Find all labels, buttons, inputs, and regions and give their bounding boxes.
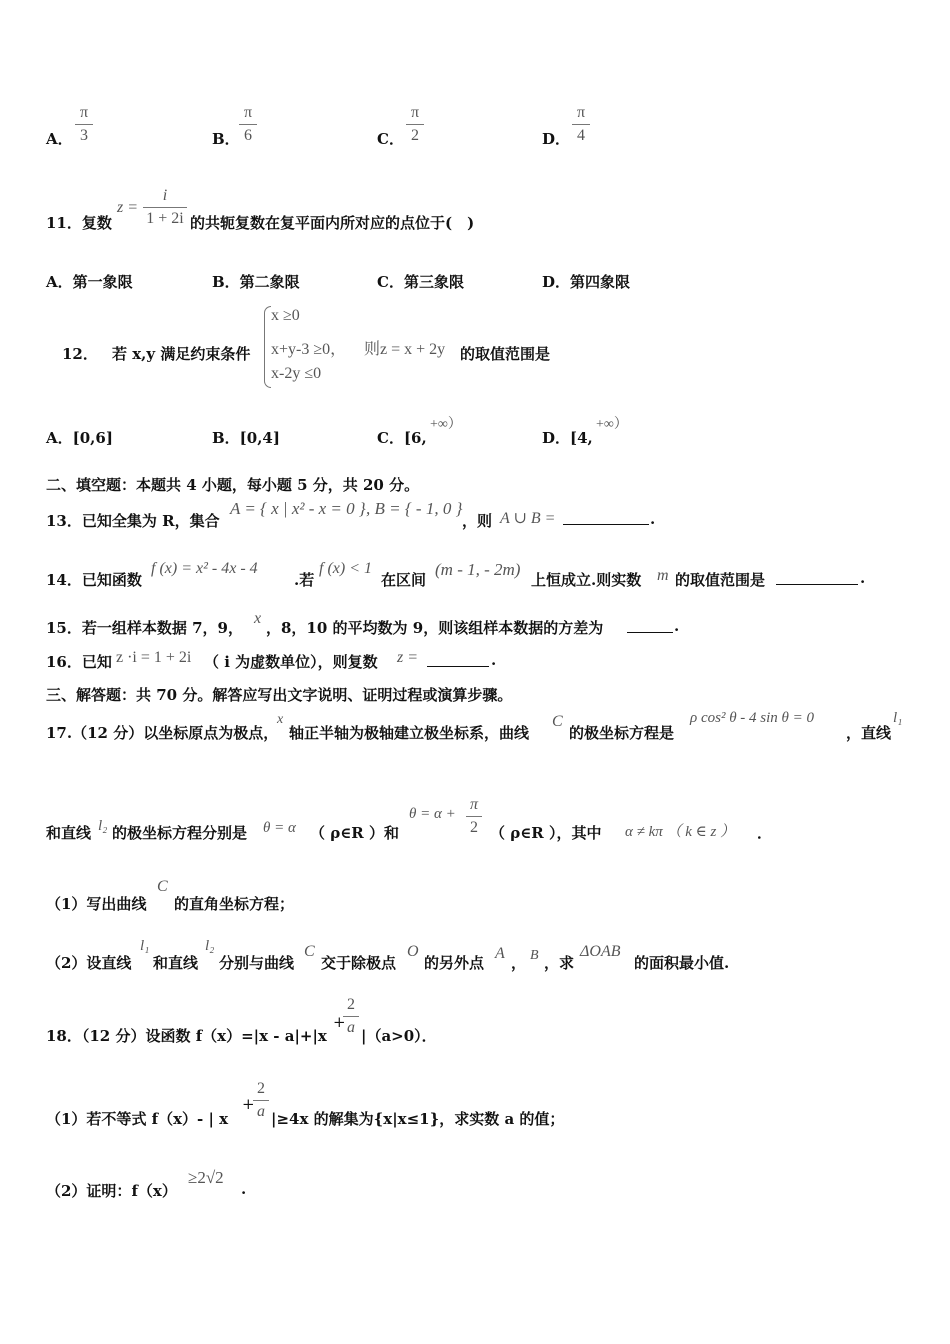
q14-text-b: .若 — [294, 571, 315, 589]
q12-objective: 则z = x + 2y — [364, 341, 446, 358]
q18-part2-end: . — [241, 1180, 247, 1198]
q11-text: 的共轭复数在复平面内所对应的点位于( ) — [190, 214, 475, 232]
q11-option-c: C．第三象限 — [377, 273, 464, 291]
q18-part1-2-over-a — [253, 1080, 269, 1121]
q17-part2-b: 和直线 — [153, 954, 199, 972]
q17-text-b: 轴正半轴为极轴建立极坐标系，曲线 — [289, 724, 530, 742]
q14-answer-blank[interactable] — [776, 568, 858, 585]
q16-text-a: 16．已知 — [46, 653, 112, 671]
q13-end: . — [650, 510, 656, 528]
q18-part1-a: （1）若不等式 f（x）- | x — [46, 1110, 229, 1128]
fraction-numerator: π — [469, 796, 478, 813]
q11-number: 11．复数 — [46, 214, 112, 232]
q10-option-c-fraction — [406, 104, 424, 145]
q17-part2-f: ，求 — [544, 954, 575, 972]
q15-x: x — [254, 610, 262, 627]
fraction-numerator: i — [162, 187, 168, 204]
fraction-denominator: 3 — [80, 127, 88, 144]
q10-option-a-fraction — [75, 104, 93, 145]
q17-part1-b: 的直角坐标方程； — [174, 895, 295, 913]
q14-text-a: 14．已知函数 — [46, 571, 142, 589]
q14-inequality: f (x) < 1 — [319, 560, 372, 577]
q17-part2-a: （2）设直线 — [46, 954, 132, 972]
q15-text-b: ，8，10 的平均数为 9，则该组样本数据的方差为 — [266, 619, 604, 637]
q17-line1-equation: θ = α — [263, 820, 296, 836]
q14-interval: (m - 1, - 2m) — [435, 560, 521, 579]
q16-answer-blank[interactable] — [427, 650, 489, 667]
q12-option-a: A．[0,6] — [46, 429, 113, 447]
q17-pi-over-2 — [466, 796, 482, 837]
q17-part2-A: A — [495, 945, 505, 962]
q16-z: z = — [397, 649, 419, 666]
q13-set-b: , B = { - 1, 0 } — [366, 499, 463, 518]
q10-option-c-letter: C． — [377, 130, 404, 148]
q18-part2-a: （2）证明：f（x） — [46, 1182, 177, 1200]
q15-text-a: 15．若一组样本数据 7，9， — [46, 619, 243, 637]
q12-number: 12． — [62, 345, 98, 363]
q17-part2-comma: ， — [511, 954, 527, 972]
q10-option-a-letter: A． — [46, 130, 73, 148]
q17-text-g: （ ρ∈R ）和 — [310, 824, 399, 842]
q17-C: C — [552, 713, 563, 730]
fraction-numerator: π — [410, 104, 420, 121]
q11-option-d: D．第四象限 — [542, 273, 631, 291]
q17-text-a: 17.（12 分）以坐标原点为极点， — [46, 724, 279, 742]
fraction-denominator: 4 — [577, 127, 585, 144]
q12-constraint-brace — [264, 306, 271, 388]
q16-end: . — [491, 651, 497, 669]
fraction-numerator: 2 — [257, 1080, 265, 1097]
q14-text-d: 上恒成立.则实数 — [531, 571, 642, 589]
q17-condition: α ≠ kπ （ k ∈ z ） — [625, 824, 736, 840]
fraction-denominator: 2 — [470, 819, 478, 836]
q18-part1-plus: + — [242, 1095, 255, 1113]
q11-z: z = — [117, 199, 139, 216]
q17-part2-C: C — [304, 943, 315, 960]
q17-part2-O: O — [407, 943, 419, 960]
q17-text-d: ，直线 — [846, 724, 892, 742]
q18-part1-b: |≥4x 的解集为{x|x≤1}，求实数 a 的值； — [271, 1110, 565, 1128]
q17-end: ． — [757, 824, 773, 842]
q14-m: m — [657, 567, 669, 584]
q17-part2-B: B — [530, 948, 539, 963]
q17-l2: l₂ — [98, 818, 108, 834]
q14-text-c: 在区间 — [381, 571, 427, 589]
q11-option-a: A．第一象限 — [46, 273, 133, 291]
q12-constraint-2: x+y-3 ≥0， — [271, 341, 347, 358]
q11-option-b: B．第二象限 — [212, 273, 300, 291]
fraction-denominator: a — [257, 1103, 265, 1120]
section-fill-in-heading: 二、填空题：本题共 4 小题，每小题 5 分，共 20 分。 — [46, 476, 420, 494]
q17-text-f: 的极坐标方程分别是 — [112, 824, 248, 842]
q17-text-c: 的极坐标方程是 — [569, 724, 675, 742]
q17-part2-g: 的面积最小值. — [634, 954, 730, 972]
q18-plus: + — [333, 1013, 346, 1031]
q17-l1: l₁ — [893, 710, 903, 726]
q16-equation: z ·i = 1 + 2i — [116, 649, 192, 666]
q18-2-over-a — [343, 996, 359, 1037]
q17-text-e: 和直线 — [46, 824, 92, 842]
fraction-denominator: 6 — [244, 127, 252, 144]
q10-option-b-fraction — [239, 104, 257, 145]
q18-text-b: |（a>0）． — [361, 1027, 437, 1045]
q12-lead: 若 x,y 满足约束条件 — [112, 345, 251, 363]
q14-function: f (x) = x² - 4x - 4 — [151, 560, 258, 577]
q13-expression: A ∪ B = — [500, 510, 556, 527]
q17-line2-equation: θ = α + — [409, 806, 456, 822]
fraction-denominator: 2 — [411, 127, 419, 144]
q17-part2-e: 的另外点 — [424, 954, 485, 972]
q14-text-e: 的取值范围是 — [675, 571, 766, 589]
q13-text-b: ，则 — [462, 512, 493, 530]
q13-answer-blank[interactable] — [563, 508, 649, 525]
q17-part2-d: 交于除极点 — [321, 954, 397, 972]
q16-text-b: （ i 为虚数单位），则复数 — [204, 653, 378, 671]
fraction-numerator: π — [576, 104, 586, 121]
q10-option-d-letter: D． — [542, 130, 571, 148]
q10-option-d-fraction — [572, 104, 590, 145]
q13-text-a: 13．已知全集为 R，集合 — [46, 512, 220, 530]
q12-option-d: D．[4, — [542, 429, 593, 447]
q17-part2-triangle: ΔOAB — [580, 943, 621, 960]
q13-set-a: A = { x | x² - x = 0 } — [230, 499, 366, 518]
q12-option-d-infinity: +∞） — [596, 417, 628, 432]
q18-part2-b: ≥2√2 — [188, 1168, 224, 1187]
fraction-numerator: π — [79, 104, 89, 121]
q17-part1-C: C — [157, 878, 168, 895]
q15-end: . — [674, 617, 680, 635]
q12-constraint-1: x ≥0 — [271, 307, 300, 324]
q12-tail: 的取值范围是 — [460, 345, 551, 363]
q17-part2-l1: l₁ — [140, 938, 150, 954]
q12-option-c-infinity: +∞） — [430, 417, 462, 432]
fraction-denominator: 1 + 2i — [146, 210, 184, 227]
q12-constraint-3: x-2y ≤0 — [271, 365, 322, 382]
q10-option-b-letter: B． — [212, 130, 240, 148]
q11-fraction — [143, 187, 187, 228]
q17-curve-equation: ρ cos² θ - 4 sin θ = 0 — [690, 710, 815, 726]
q12-option-b: B．[0,4] — [212, 429, 280, 447]
q17-part2-l2: l₂ — [205, 938, 215, 954]
fraction-numerator: π — [243, 104, 253, 121]
fraction-numerator: 2 — [347, 996, 355, 1013]
q15-answer-blank[interactable] — [627, 616, 673, 633]
q17-text-h: （ ρ∈R ），其中 — [490, 824, 602, 842]
section-answer-heading: 三、解答题：共 70 分。解答应写出文字说明、证明过程或演算步骤。 — [46, 686, 513, 704]
q12-option-c: C．[6, — [377, 429, 427, 447]
q17-part1-a: （1）写出曲线 — [46, 895, 147, 913]
q14-end: . — [860, 569, 866, 587]
q18-text-a: 18．（12 分）设函数 f（x）=|x - a|+|x — [46, 1027, 327, 1045]
q17-x: x — [277, 712, 284, 727]
q17-part2-c: 分别与曲线 — [219, 954, 295, 972]
fraction-denominator: a — [347, 1019, 355, 1036]
